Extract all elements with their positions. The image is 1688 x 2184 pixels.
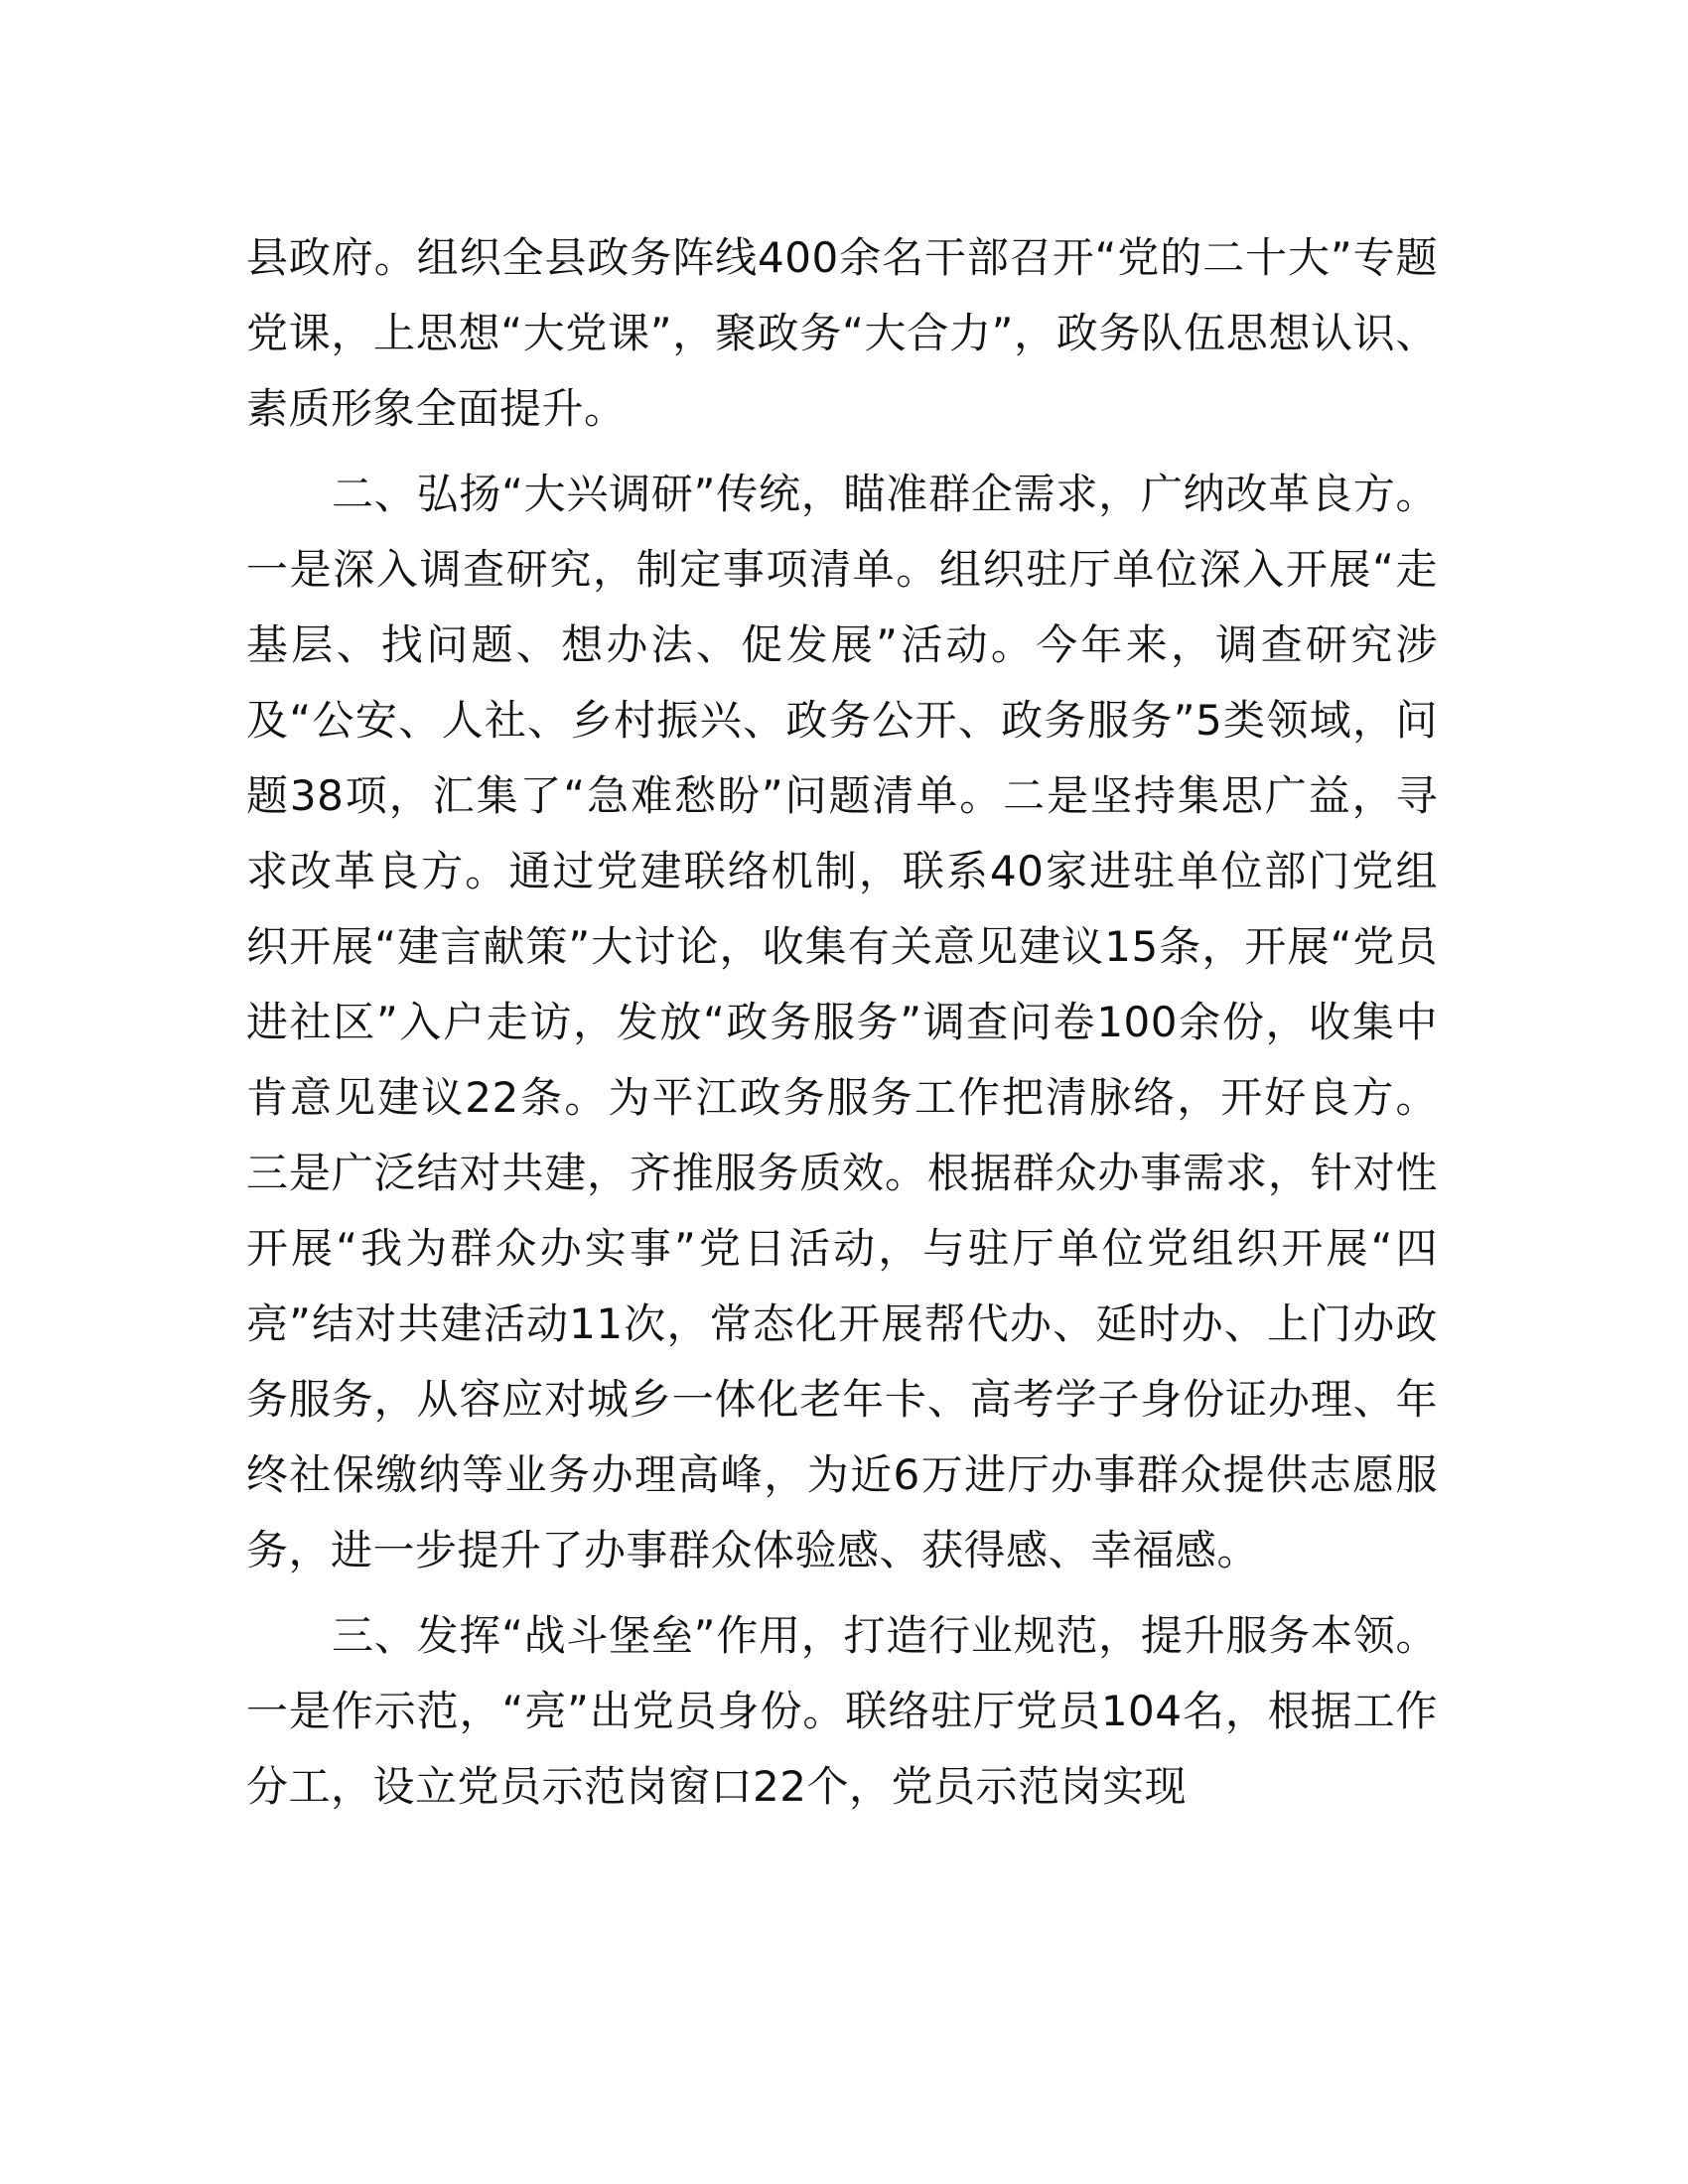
document-body	[246, 220, 1438, 1835]
paragraph-continuation: 县政府。组织全县政务阵线400余名干部召开“党的二十大”专题党课，上思想“大党课”，聚政务“大合力”，政务队伍思想认识、素质形象全面提升。	[246, 233, 1438, 433]
paragraph-section-three: 三、发挥“战斗堡垒”作用，打造行业规范，提升服务本领。一是作示范，“亮”出党员身份。联络驻厅党员104名，根据工作分工，设立党员示范岗窗口22个，党员示范岗实现	[246, 1611, 1438, 1811]
paragraph-section-two: 二、弘扬“大兴调研”传统，瞄准群企需求，广纳改革良方。一是深入调查研究，制定事项清单。组织驻厅单位深入开展“走基层、找问题、想办法、促发展”活动。今年来，调查研究涉及“公安、人社、乡村振兴、政务公开、政务服务”5类领域，问题38项，汇集了“急难愁盼”问题清单。二是坚持集思广益，寻求改革良方。通过党建联络机制，联系40家进驻单位部门党组织开展“建言献策”大讨论，收集有关意见建议15条，开展“党员进社区”入户走访，发放“政务服务”调查问卷100余份，收集中肯意见建议22条。为平江政务服务工作把清脉络，开好良方。三是广泛结对共建，齐推服务质效。根据群众办事需求，针对性开展“我为群众办实事”党日活动，与驻厅单位党组织开展“四亮”结对共建活动11次，常态化开展帮代办、延时办、上门办政务服务，从容应对城乡一体化老年卡、高考学子身份证办理、年终社保缴纳等业务办理高峰，为近6万进厅办事群众提供志愿服务，进一步提升了办事群众体验感、获得感、幸福感。	[246, 470, 1438, 1574]
